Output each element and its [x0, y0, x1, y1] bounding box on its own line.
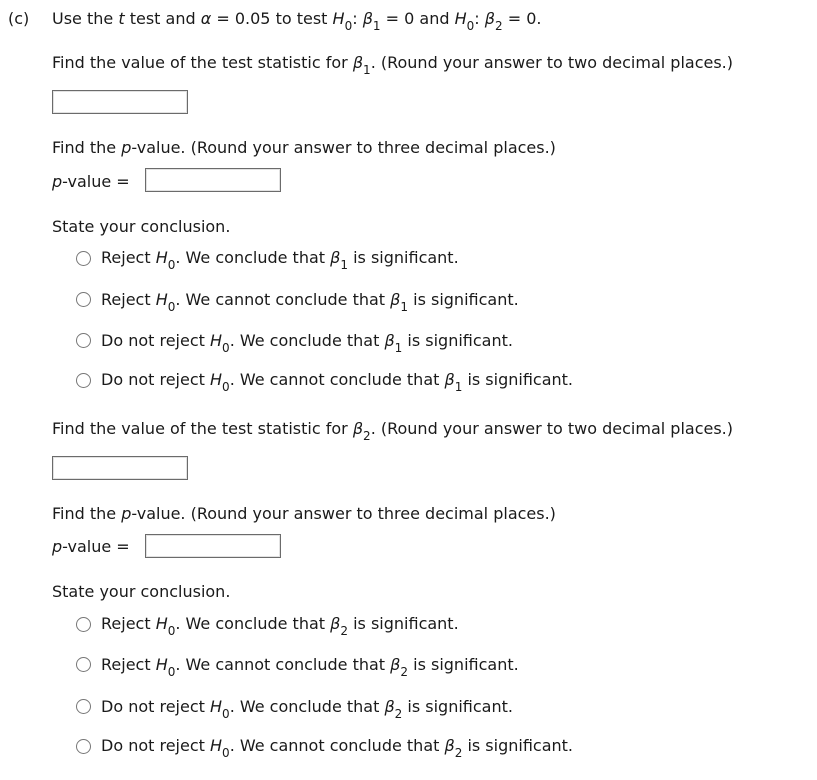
beta1-pvalue-input[interactable]	[145, 168, 281, 192]
beta2-option-3-label[interactable]: Do not reject $H_0$. We conclude that $\beta_2$ is significant.	[101, 697, 513, 721]
beta2-pvalue-prompt: Find the p-value. (Round your answer to three decimal places.)	[52, 504, 556, 523]
beta2-option-2-label[interactable]: Reject $H_0$. We cannot conclude that $\beta_2$ is significant.	[101, 655, 519, 679]
beta2-option-4-radio[interactable]	[76, 739, 91, 754]
beta1-option-3-label[interactable]: Do not reject $H_0$. We conclude that $\beta_1$ is significant.	[101, 331, 513, 355]
beta1-option-1-radio[interactable]	[76, 251, 91, 266]
beta1-pvalue-prompt: Find the p-value. (Round your answer to three decimal places.)	[52, 138, 556, 157]
question-header: Use the t test and α = 0.05 to test $H_0$: $\beta_1 = 0$ and $H_0$: $\beta_2 = 0$.	[52, 9, 542, 33]
beta1-conclusion-prompt: State your conclusion.	[52, 217, 231, 236]
beta1-option-4-radio[interactable]	[76, 373, 91, 388]
beta2-pvalue-input[interactable]	[145, 534, 281, 558]
beta1-option-1-label[interactable]: Reject $H_0$. We conclude that $\beta_1$ is significant.	[101, 248, 459, 272]
beta2-option-1-label[interactable]: Reject $H_0$. We conclude that $\beta_2$ is significant.	[101, 614, 459, 638]
beta2-option-2-radio[interactable]	[76, 657, 91, 672]
beta1-test-statistic-input[interactable]	[52, 90, 188, 114]
beta1-option-4-label[interactable]: Do not reject $H_0$. We cannot conclude that $\beta_1$ is significant.	[101, 370, 574, 394]
part-label: (c)	[8, 9, 30, 28]
beta2-conclusion-prompt: State your conclusion.	[52, 582, 231, 601]
beta1-stat-prompt: Find the value of the test statistic for $\beta_1$. (Round your answer to two decimal places.)	[52, 53, 734, 77]
beta1-pvalue-label: p-value =	[52, 172, 130, 191]
beta2-pvalue-label: p-value =	[52, 537, 130, 556]
beta2-option-3-radio[interactable]	[76, 699, 91, 714]
beta2-test-statistic-input[interactable]	[52, 456, 188, 480]
beta1-option-3-radio[interactable]	[76, 333, 91, 348]
beta1-option-2-label[interactable]: Reject $H_0$. We cannot conclude that $\beta_1$ is significant.	[101, 290, 519, 314]
beta2-stat-prompt: Find the value of the test statistic for $\beta_2$. (Round your answer to two decimal places.)	[52, 419, 734, 443]
beta2-option-1-radio[interactable]	[76, 617, 91, 632]
beta1-option-2-radio[interactable]	[76, 292, 91, 307]
beta2-option-4-label[interactable]: Do not reject $H_0$. We cannot conclude that $\beta_2$ is significant.	[101, 736, 574, 760]
